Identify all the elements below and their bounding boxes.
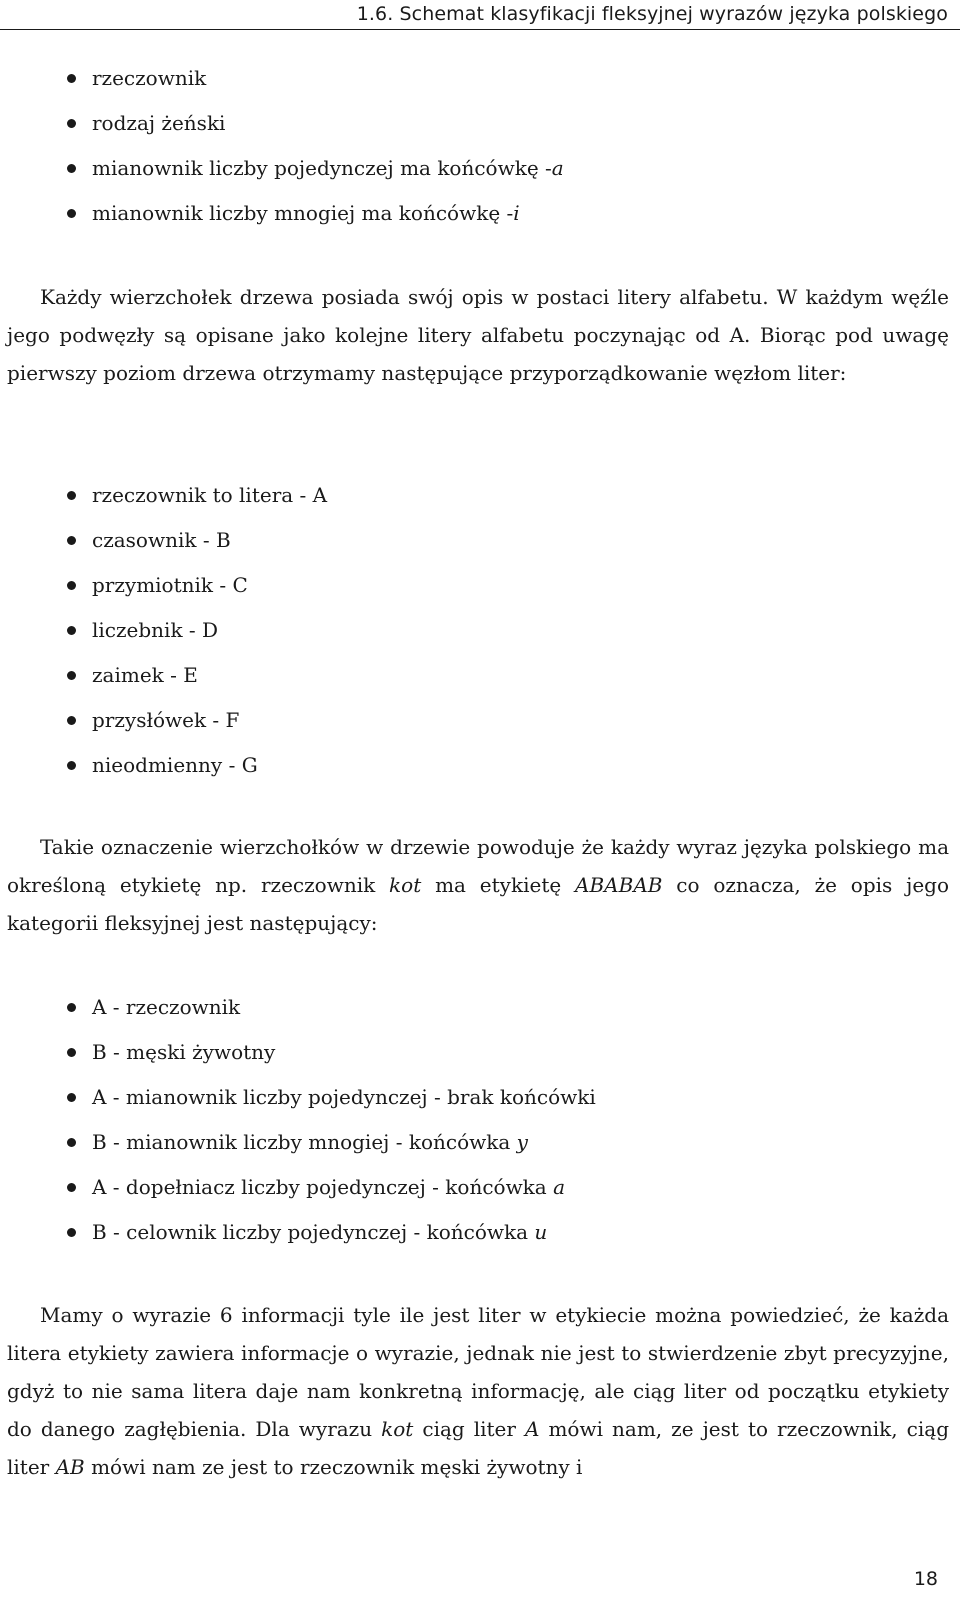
list-item: B - męski żywotny [41, 1030, 596, 1075]
list-item: rzeczownik [41, 56, 564, 101]
page-number: 18 [913, 1568, 938, 1590]
page-header [0, 0, 960, 30]
list-item: przymiotnik - C [41, 563, 327, 608]
list-item: przysłówek - F [41, 698, 327, 743]
list-item: rzeczownik to litera - A [41, 473, 327, 518]
list-item: nieodmienny - G [41, 743, 327, 788]
list-item: A - dopełniacz liczby pojedynczej - końcówka a [41, 1165, 596, 1210]
list-item: mianownik liczby pojedynczej ma końcówkę -a [41, 146, 564, 191]
list-item: liczebnik - D [41, 608, 327, 653]
list-item: rodzaj żeński [41, 101, 564, 146]
list-item: mianownik liczby mnogiej ma końcówkę -i [41, 191, 564, 236]
list-item: czasownik - B [41, 518, 327, 563]
label-description-list [7, 985, 596, 1255]
list-item: A - mianownik liczby pojedynczej - brak końcówki [41, 1075, 596, 1120]
paragraph-tree-labels: Każdy wierzchołek drzewa posiada swój opis w postaci litery alfabetu. W każdym węźle jego podwęzły są opisane jako kolejne litery alfabetu poczynając od A. Biorąc pod uwagę pierwszy poziom drzewa otrzymamy następujące przyporządkowanie węzłom liter: [7, 285, 949, 385]
list-item: B - mianownik liczby mnogiej - końcówka y [41, 1120, 596, 1165]
list-item: zaimek - E [41, 653, 327, 698]
list-item: A - rzeczownik [41, 985, 596, 1030]
list-item: B - celownik liczby pojedynczej - końcówka u [41, 1210, 596, 1255]
header-rule [0, 29, 960, 30]
paragraph-label-example: Takie oznaczenie wierzchołków w drzewie powoduje że każdy wyraz języka polskiego ma określoną etykietę np. rzeczownik kot ma etykietę ABABAB co oznacza, że opis jego kategorii fleksyjnej jest następujący: [7, 835, 949, 935]
running-header-title: 1.6. Schemat klasyfikacji fleksyjnej wyrazów języka polskiego [356, 3, 948, 25]
features-list [7, 56, 564, 236]
paragraph-information-content: Mamy o wyrazie 6 informacji tyle ile jest liter w etykiecie można powiedzieć, że każda litera etykiety zawiera informacje o wyrazie, jednak nie jest to stwierdzenie zbyt precyzyjne, gdyż to nie sama litera daje nam konkretną informację, ale ciąg liter od początku etykiety do danego zagłębienia. Dla wyrazu kot ciąg liter A mówi nam, ze jest to rzeczownik, ciąg liter AB mówi nam ze jest to rzeczownik męski żywotny i [7, 1303, 949, 1479]
letter-mapping-list [7, 473, 327, 788]
